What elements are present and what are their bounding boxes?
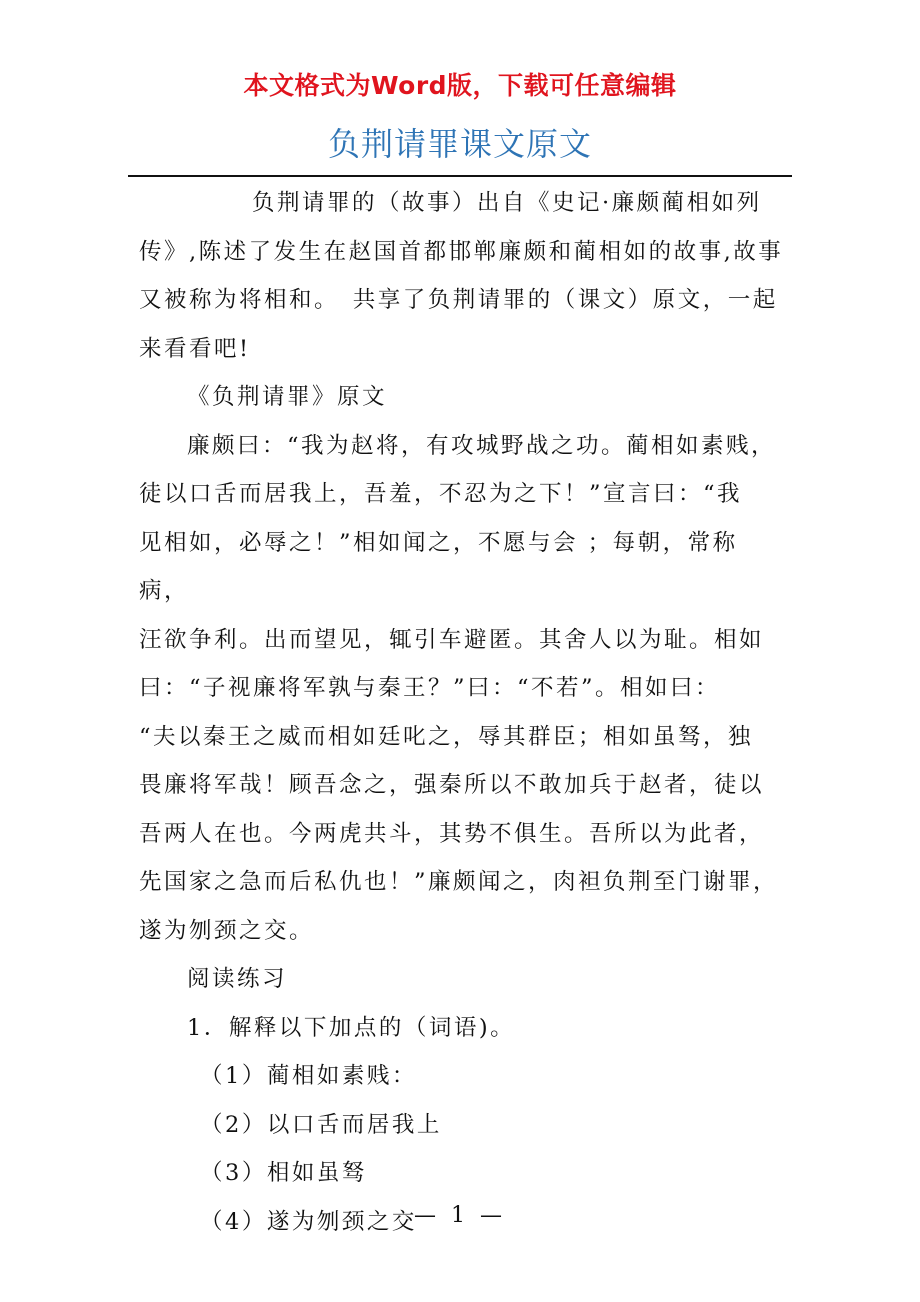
text-line: 先国家之急而后私仇也！”廉颇闻之，肉袒负荆至门谢罪， (139, 869, 779, 895)
text-line: 徒以口舌而居我上，吾羞，不忍为之下！”宣言曰：“我 (139, 481, 743, 507)
text-line: 见相如，必辱之！”相如闻之，不愿与会 ；每朝，常称病， (139, 529, 738, 604)
exercise-item: （4）遂为刎颈之交 (200, 1208, 417, 1235)
text-line: 廉颇曰：“我为赵将，有攻城野战之功。蔺相如素贱， (187, 432, 777, 459)
text-line: 遂为刎颈之交。 (139, 917, 315, 944)
intro-paragraph: 负荆请罪的（故事）出自《史记·廉颇蔺相如列传》,陈述了发生在赵国首都邯郸廉颇和蔺相如的故事,故事又被称为将相和。 共享了负荆请罪的（课文）原文，一起来看看吧! (139, 190, 784, 362)
text-line: 畏廉将军哉！顾吾念之，强秦所以不敢加兵于赵者，徒以 (139, 772, 765, 798)
page-number: — 1 — (414, 1203, 506, 1228)
exercise-item: （2）以口舌而居我上 (200, 1111, 442, 1138)
text-line: 吾两人在也。今两虎共斗，其势不俱生。吾所以为此者， (139, 820, 765, 847)
text-line: 曰：“子视廉将军孰与秦王？”曰：“不若”。相如曰： (139, 675, 721, 701)
document-title: 负荆请罪课文原文 (327, 125, 592, 163)
section-heading: 《负荆请罪》原文 (187, 384, 388, 410)
exercise-heading: 阅读练习 (187, 966, 288, 992)
exercise-item: （1）蔺相如素贱： (200, 1063, 417, 1089)
title-divider (128, 175, 792, 177)
exercise-item: （3）相如虽驽 (200, 1160, 367, 1186)
exercise-question: 1．解释以下加点的（词语)。 (187, 1014, 516, 1041)
document-body (139, 179, 785, 1246)
text-line: “夫以秦王之威而相如廷叱之，辱其群臣；相如虽驽，独 (139, 723, 754, 750)
format-banner: 本文格式为Word版，下载可任意编辑 (243, 71, 677, 100)
text-line: 汪欲争利。出而望见，辄引车避匿。其舍人以为耻。相如 (139, 626, 765, 653)
